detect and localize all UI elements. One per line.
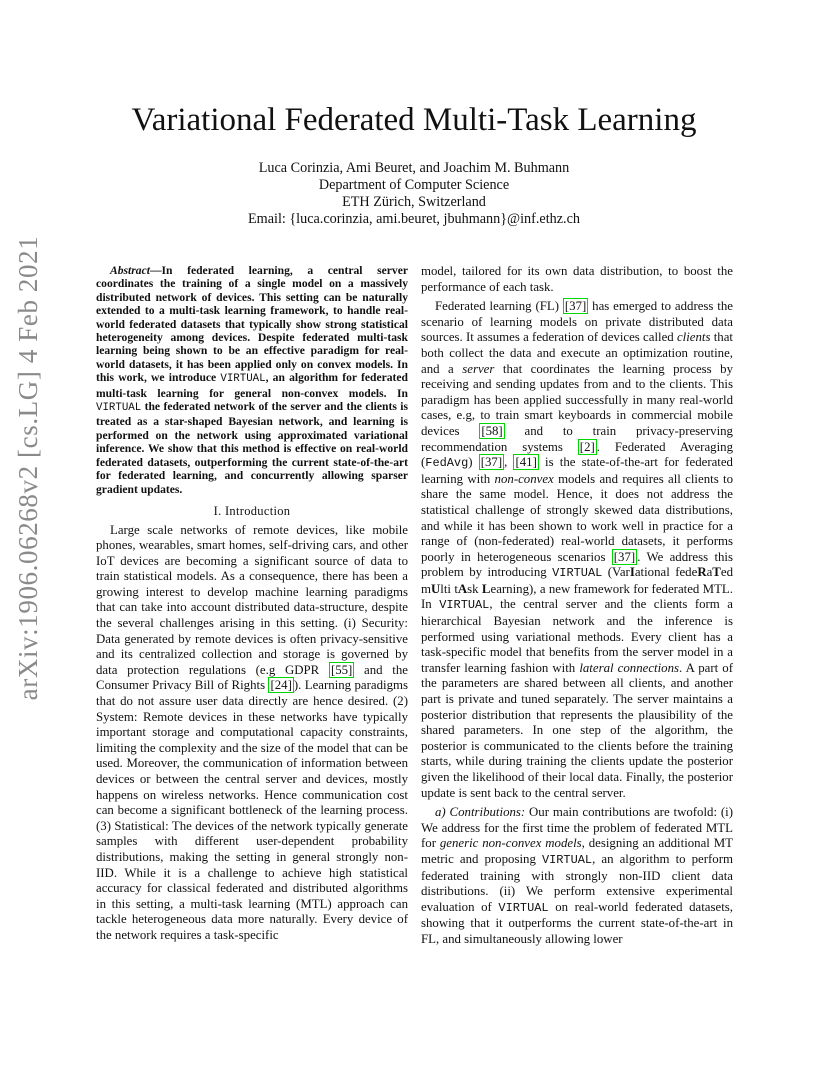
paragraph-text: , the central server and the clients form a hierarchical Bayesian network and the inference is performed using variational methods. Every client has a task-specific model that benefits from the server model in a transfer learning fashion with [421, 597, 733, 675]
right-column [421, 264, 733, 948]
citation-link[interactable]: [37] [564, 299, 587, 314]
citation-link[interactable]: [37] [480, 455, 503, 470]
emphasis-non-convex: non-convex [494, 471, 554, 486]
abstract-text: , an algorithm for federated multi-task learning for general non-convex models. In [96, 371, 408, 400]
paragraph-text: . A part of the parameters are shared between all clients, and another part is private and tuned separately. The server maintains a posterior distribution that represents the plausibility of the shared parameters. In one step of the algorithm, the posterior is communicated to the clients before the training starts, while during training the clients update the posterior given the likelihood of their local data. Finally, the posterior update is sent back to the central server. [421, 660, 733, 800]
virtual-acronym-expansion: VarIational fedeRaTed mUlti tAsk Learning [421, 565, 733, 596]
paragraph-text: has emerged to address the scenario of learning models on private distributed data sources. It assumes a federation of devices called [421, 299, 733, 345]
section-heading-introduction: I. Introduction [213, 503, 291, 518]
paragraph-text: ), a new framework for federated MTL. In [421, 581, 733, 612]
arxiv-identifier-stamp: arXiv:1906.06268v2 [cs.LG] 4 Feb 2021 [13, 235, 43, 701]
citation-link[interactable]: [55] [330, 662, 353, 677]
paragraph-text: is the state-of-the-art for federated learning with [421, 455, 733, 486]
abstract-label: Abstract [110, 264, 150, 277]
author-block [0, 160, 828, 228]
paragraph-text: that coordinates the learning process by receiving and sending updates from and to the clients. This paradigm has been applied successfully in many real-world cases, e.g, to train smart keyboards in commercial mobile devices [421, 361, 733, 438]
abstract [96, 264, 408, 496]
paragraph-text: . Federated Averaging ( [421, 439, 733, 470]
emphasis-clients: clients [676, 330, 711, 345]
paragraph-text: Our main contributions are twofold: (i) We address for the first time the problem of federated MTL for [421, 805, 733, 851]
paragraph-text: , an algorithm to perform federated training with strongly non-IID client data distributions. (ii) We perform extensive experimental evaluation of [421, 851, 733, 914]
author-names: Luca Corinzia, Ami Beuret, and Joachim M. Buhmann [258, 160, 570, 176]
emphasis-server: server [462, 361, 495, 376]
abstract-text: the federated network of the server and the clients is treated as a star-shaped Bayesian network, and learning is performed on the network using approximated variational inference. We show that this method is effective on real-world federated datasets, outperforming the current state-of-the-art for federated learning, and concurrently allowing sparser gradient updates. [96, 400, 408, 496]
virtual-name: VIRTUAL [552, 566, 603, 581]
paragraph-text: . We address this problem by introducing [421, 549, 733, 580]
paper-title: Variational Federated Multi-Task Learning [131, 102, 697, 138]
contributions-label: a) Contributions: [435, 805, 526, 820]
paragraph-text: models and requires all clients to share the same model. Hence, it does not address the statistical challenge of strongly skewed data distributions, and while it has been shown to work well in practice for a range of (non-federated) real-world datasets, it performs poorly in heterogeneous scenarios [421, 471, 733, 564]
paragraph-text: and to train privacy-preserving recommendation systems [421, 423, 733, 454]
paragraph-text: , designing an additional MT metric and proposing [421, 836, 733, 866]
contributions-paragraph [421, 805, 733, 947]
emphasis-lateral-connections: lateral connections [579, 660, 679, 675]
citation-link[interactable]: [24] [270, 678, 292, 693]
emphasis-generic-models: generic non-convex models [439, 836, 582, 851]
paragraph-text: Federated learning (FL) [435, 299, 563, 314]
department: Department of Computer Science [318, 177, 510, 193]
institution: ETH Zürich, Switzerland [342, 194, 486, 210]
paragraph-text: that both collect the data and execute an optimization routine, and a [421, 330, 733, 376]
paragraph-text: Large scale networks of remote devices, like mobile phones, wearables, smart homes, self-driving cars, and other IoT devices are becoming a significant source of data to train statistical models. As a consequence, there has been a growing interest to develop machine learning paradigms that can take into account distributed data-structure, despite the several challenges arising in this setting. (i) Security: Data generated by remote devices is often privacy-sensitive and its centralized collection and storage is governed by data protection regulations (e.g GDPR [96, 522, 408, 677]
paragraph-text: on real-world federated datasets, showing that it outperforms the current state-of-the-art in FL, and simultaneously allowing lower [421, 899, 733, 946]
intro-paragraph [96, 523, 408, 944]
continued-paragraph: model, tailored for its own data distribution, to boost the performance of each task. [421, 264, 733, 294]
virtual-name: VIRTUAL [439, 598, 490, 613]
federated-learning-paragraph: Federated learning (FL) [37] has emerged to address the scenario of learning models on private distributed data sources. It assumes a federation of devices called clients that both collect the data and execute an optimization routine, and a server that coordinates the learning process by receiving and sending updates from and to the clients. This paradigm has been applied successfully in many real-world cases, e.g, to train smart keyboards in commercial mobile devices [58] and to train privacy-preserving recommendation systems [2] . Federated Averaging (FedAvg) [37] , [41] is the state-of-the-art for federated learning with non-convex models and requires all clients to share the same model. Hence, it does not address the statistical challenge of strongly skewed data distributions, and while it has been shown to work well in practice for a range of (non-federated) real-world datasets, it performs poorly in heterogeneous scenarios [37] . We address this problem by introducing VIRTUAL (VarIational fedeRaTed mUlti tAsk Learning), a new framework for federated MTL. In VIRTUAL, the central server and the clients form a hierarchical Bayesian network and the inference is performed using variational methods. Every client has a task-specific model that benefits from the server model in a transfer learning fashion with lateral connections. A part of the parameters are shared between all clients, and another part is private and tuned separately. The server maintains a posterior distribution that represents the plausibility of the shared parameters. In one step of the algorithm, the posterior is communicated to the clients before the training starts, while during training the clients update the posterior given the likelihood of their local data. Finally, the posterior update is sent back to the central server. [421, 299, 733, 800]
paragraph-text: ) [468, 455, 479, 470]
left-column [96, 264, 408, 944]
paragraph-text: ). Learning paradigms that do not assure user data directly are hence desired. (2) System: Remote devices in these networks have typically important storage and computational capacity constraints, limiting the complexity and the size of the model that can be used. Moreover, the communication of information between devices or between the central server and devices, mostly happens on wireless networks. Hence communication cost can become a significant bottleneck of the learning process. (3) Statistical: The devices of the network typically generate samples with different user-dependent probability distributions, making the setting in general strongly non-IID. While it is a challenge to achieve high statistical accuracy for classical federated and distributed algorithms in this setting, a multi-task learning (MTL) approach can tackle heterogeneous data more naturally. Every device of the network requires a task-specific [96, 678, 408, 942]
citation-link[interactable]: [58] [481, 423, 503, 438]
virtual-name: VIRTUAL [96, 402, 142, 415]
citation-link[interactable]: [37] [613, 549, 636, 564]
citation-link[interactable]: [2] [579, 439, 595, 454]
virtual-name: VIRTUAL [498, 900, 549, 915]
paragraph-text: and the Consumer Privacy Bill of Rights [96, 662, 408, 693]
email-line: Email: {luca.corinzia, ami.beuret, jbuhmann}@inf.ethz.ch [248, 211, 580, 227]
abstract-text: —In federated learning, a central server coordinates the training of a single model on a massively distributed network of devices. This setting can be naturally extended to a multi-task learning framework, to handle real-world federated datasets that typically show strong statistical heterogeneity among devices. Despite federated multi-task learning being shown to be an effective paradigm for real-world datasets, it has been applied only on convex models. In this work, we introduce [96, 264, 408, 385]
citation-link[interactable]: [41] [515, 455, 537, 470]
virtual-name: VIRTUAL [220, 373, 266, 386]
fedavg-name: FedAvg [425, 456, 469, 471]
virtual-name: VIRTUAL [541, 852, 593, 867]
paragraph-text: ( [602, 565, 612, 580]
